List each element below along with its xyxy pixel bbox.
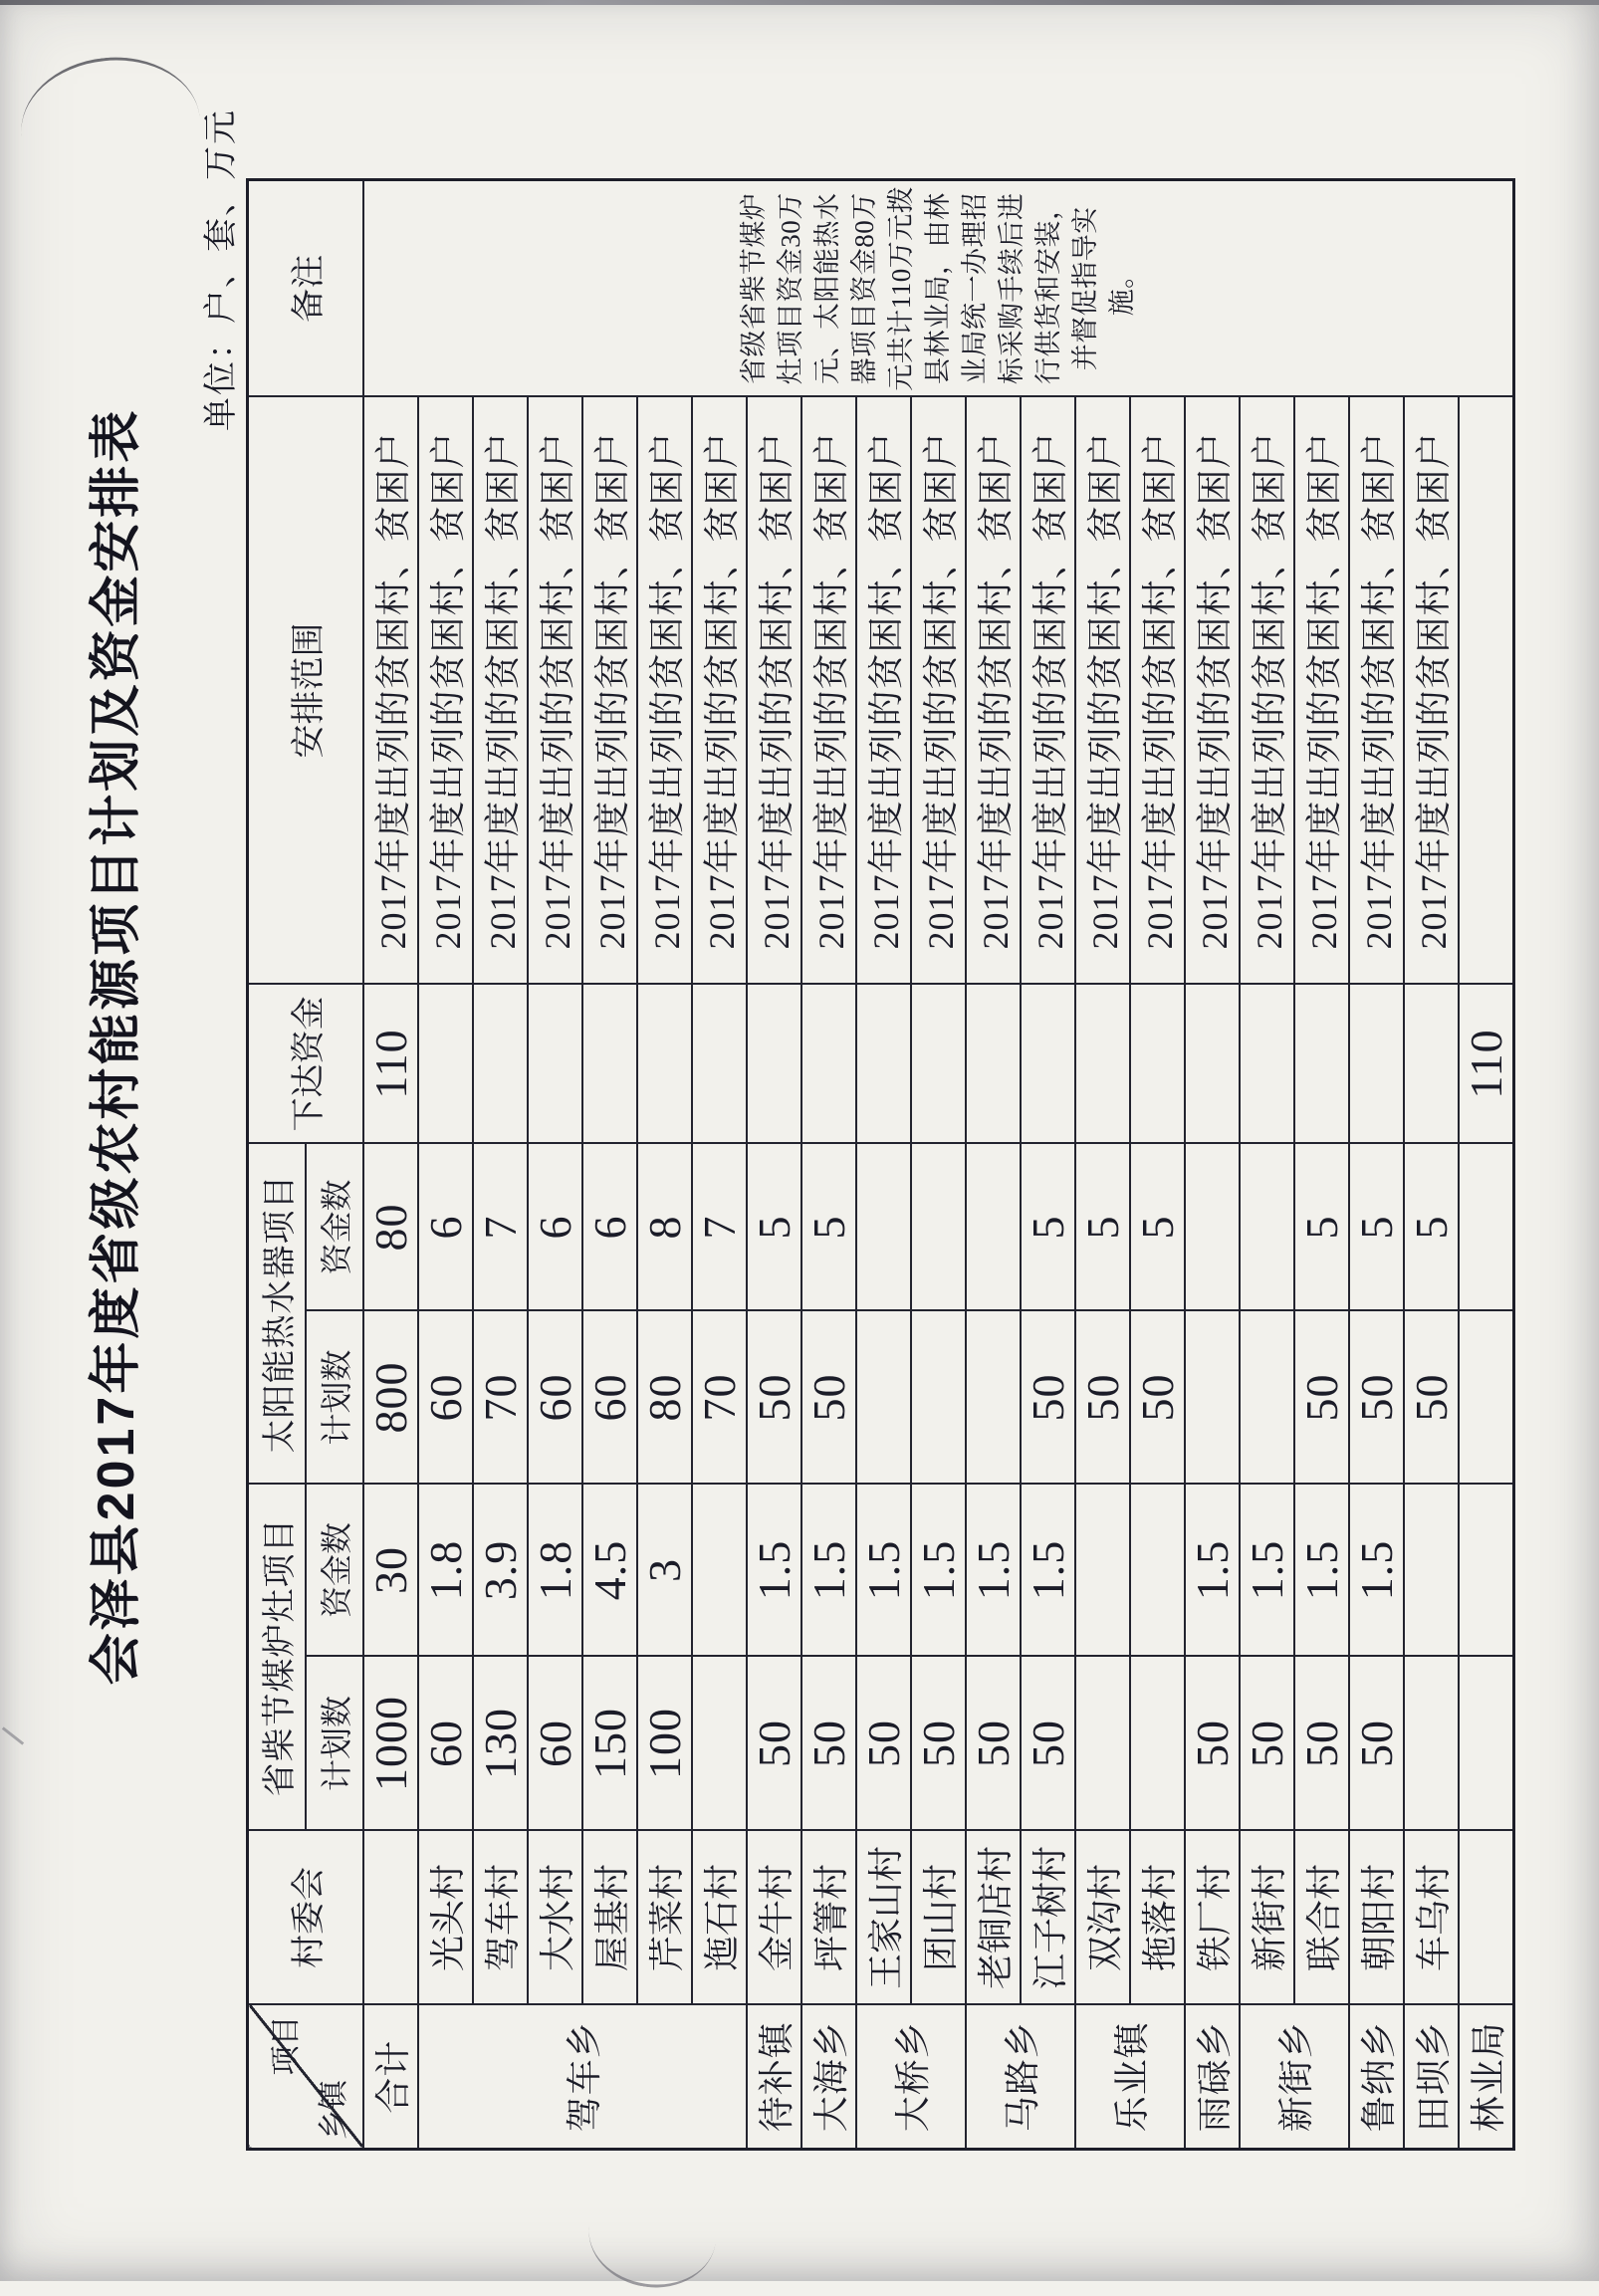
village-cell: 车乌村 [1404, 1831, 1459, 2005]
solar-fund-cell [966, 1144, 1021, 1311]
solar-plan-cell: 60 [528, 1311, 582, 1485]
solar-fund-cell [1240, 1144, 1294, 1311]
township-cell: 合计 [363, 2005, 418, 2150]
table-row [1075, 180, 1130, 2150]
scope-cell: 2017年度出列的贫困村、贫困户 [1075, 397, 1130, 985]
scope-cell: 2017年度出列的贫困村、贫困户 [1404, 397, 1459, 985]
stove-plan-cell: 50 [1021, 1657, 1075, 1831]
stove-fund-cell [1075, 1485, 1130, 1657]
allocated-funds-cell [1021, 985, 1075, 1144]
solar-plan-cell: 50 [1130, 1311, 1185, 1485]
scope-cell: 2017年度出列的贫困村、贫困户 [418, 397, 473, 985]
solar-fund-cell [1459, 1144, 1514, 1311]
allocated-funds-cell [1294, 985, 1349, 1144]
township-cell: 待补镇 [747, 2005, 801, 2150]
header-solar-fund: 资金数 [306, 1144, 363, 1311]
solar-plan-cell: 50 [747, 1311, 801, 1485]
village-cell [1459, 1831, 1514, 2005]
header-solar-group: 太阳能热水器项目 [248, 1144, 306, 1485]
stove-plan-cell: 50 [856, 1657, 911, 1831]
table-row [692, 180, 747, 2150]
stove-plan-cell: 50 [747, 1657, 801, 1831]
table-row [637, 180, 692, 2150]
solar-plan-cell: 70 [692, 1311, 747, 1485]
stove-fund-cell: 1.5 [1294, 1485, 1349, 1657]
stove-plan-cell: 50 [801, 1657, 856, 1831]
township-cell: 鲁纳乡 [1349, 2005, 1404, 2150]
township-cell: 田坝乡 [1404, 2005, 1459, 2150]
township-cell: 驾车乡 [418, 2005, 747, 2150]
solar-fund-cell: 6 [582, 1144, 637, 1311]
solar-plan-cell: 50 [1404, 1311, 1459, 1485]
solar-plan-cell: 70 [473, 1311, 528, 1485]
stove-fund-cell: 3.9 [473, 1485, 528, 1657]
allocation-table [246, 178, 1515, 2151]
header-remark: 备注 [248, 180, 363, 397]
table-row [966, 180, 1021, 2150]
allocated-funds-cell [1404, 985, 1459, 1144]
table-row [911, 180, 966, 2150]
table-row [856, 180, 911, 2150]
village-cell: 双沟村 [1075, 1831, 1130, 2005]
village-cell: 屋基村 [582, 1831, 637, 2005]
village-cell: 老铜店村 [966, 1831, 1021, 2005]
village-cell: 团山村 [911, 1831, 966, 2005]
township-cell: 大海乡 [801, 2005, 856, 2150]
table-row [528, 180, 582, 2150]
scope-cell: 2017年度出列的贫困村、贫困户 [856, 397, 911, 985]
header-stove-group: 省柴节煤炉灶项目 [248, 1485, 306, 1831]
stove-fund-cell: 1.5 [856, 1485, 911, 1657]
village-cell: 铁厂村 [1185, 1831, 1240, 2005]
stove-plan-cell: 50 [966, 1657, 1021, 1831]
village-cell: 大水村 [528, 1831, 582, 2005]
solar-fund-cell: 5 [1021, 1144, 1075, 1311]
table-row [418, 180, 473, 2150]
township-cell: 大桥乡 [856, 2005, 966, 2150]
solar-fund-cell: 8 [637, 1144, 692, 1311]
allocated-funds-cell: 110 [1459, 985, 1514, 1144]
stove-plan-cell: 50 [911, 1657, 966, 1831]
stove-fund-cell: 1.5 [1021, 1485, 1075, 1657]
allocated-funds-cell [637, 985, 692, 1144]
table-row [1404, 180, 1459, 2150]
stove-fund-cell [1459, 1485, 1514, 1657]
table-row [1130, 180, 1185, 2150]
header-stove-plan: 计划数 [306, 1657, 363, 1831]
table-row [747, 180, 801, 2150]
scope-cell [1459, 397, 1514, 985]
village-cell: 联合村 [1294, 1831, 1349, 2005]
solar-plan-cell [1185, 1311, 1240, 1485]
solar-plan-cell: 50 [1294, 1311, 1349, 1485]
table-row [1240, 180, 1294, 2150]
stove-plan-cell [692, 1657, 747, 1831]
stove-fund-cell: 1.8 [528, 1485, 582, 1657]
stove-plan-cell: 50 [1349, 1657, 1404, 1831]
allocated-funds-cell [747, 985, 801, 1144]
stove-fund-cell: 1.8 [418, 1485, 473, 1657]
table-row [582, 180, 637, 2150]
table-row [473, 180, 528, 2150]
village-cell: 坪箐村 [801, 1831, 856, 2005]
stove-plan-cell: 1000 [363, 1657, 418, 1831]
header-stove-fund: 资金数 [306, 1485, 363, 1657]
village-cell: 朝阳村 [1349, 1831, 1404, 2005]
solar-plan-cell: 50 [1021, 1311, 1075, 1485]
scope-cell: 2017年度出列的贫困村、贫困户 [473, 397, 528, 985]
scope-cell: 2017年度出列的贫困村、贫困户 [1240, 397, 1294, 985]
scanner-edge-artifact [0, 0, 1599, 5]
stove-plan-cell [1459, 1657, 1514, 1831]
solar-fund-cell: 6 [418, 1144, 473, 1311]
stove-fund-cell: 3 [637, 1485, 692, 1657]
stove-plan-cell: 60 [528, 1657, 582, 1831]
allocated-funds-cell [1349, 985, 1404, 1144]
solar-fund-cell [1185, 1144, 1240, 1311]
solar-plan-cell [966, 1311, 1021, 1485]
table-row [801, 180, 856, 2150]
allocated-funds-cell [856, 985, 911, 1144]
stove-fund-cell: 1.5 [1349, 1485, 1404, 1657]
stove-plan-cell [1075, 1657, 1130, 1831]
solar-fund-cell: 7 [473, 1144, 528, 1311]
table-header [248, 180, 363, 2150]
scope-cell: 2017年度出列的贫困村、贫困户 [1294, 397, 1349, 985]
allocated-funds-cell [528, 985, 582, 1144]
allocated-funds-cell [966, 985, 1021, 1144]
stove-plan-cell: 50 [1185, 1657, 1240, 1831]
solar-plan-cell [911, 1311, 966, 1485]
allocated-funds-cell [1185, 985, 1240, 1144]
unit-note: 单位：户、套、万元 [203, 109, 240, 431]
village-cell: 驾车村 [473, 1831, 528, 2005]
stove-fund-cell: 30 [363, 1485, 418, 1657]
solar-fund-cell: 5 [1349, 1144, 1404, 1311]
header-project-township-cell [248, 2005, 363, 2150]
solar-plan-cell: 80 [637, 1311, 692, 1485]
village-cell: 新街村 [1240, 1831, 1294, 2005]
township-cell: 乐业镇 [1075, 2005, 1185, 2150]
header-row-1 [248, 180, 306, 2150]
scope-cell: 2017年度出列的贫困村、贫困户 [801, 397, 856, 985]
table-row [1459, 180, 1514, 2150]
solar-fund-cell: 5 [747, 1144, 801, 1311]
stove-fund-cell: 1.5 [966, 1485, 1021, 1657]
stove-plan-cell: 100 [637, 1657, 692, 1831]
stove-plan-cell: 50 [1240, 1657, 1294, 1831]
stove-plan-cell: 130 [473, 1657, 528, 1831]
village-cell: 迤石村 [692, 1831, 747, 2005]
solar-plan-cell: 50 [1075, 1311, 1130, 1485]
allocated-funds-cell [1130, 985, 1185, 1144]
solar-plan-cell: 800 [363, 1311, 418, 1485]
scope-cell: 2017年度出列的贫困村、贫困户 [1349, 397, 1404, 985]
scope-cell: 2017年度出列的贫困村、贫困户 [582, 397, 637, 985]
stove-fund-cell: 1.5 [911, 1485, 966, 1657]
table-row [1349, 180, 1404, 2150]
solar-fund-cell: 5 [1130, 1144, 1185, 1311]
document-title: 会泽县2017年度省级农村能源项目计划及资金安排表 [88, 407, 145, 1686]
stove-plan-cell: 150 [582, 1657, 637, 1831]
solar-fund-cell [911, 1144, 966, 1311]
township-cell: 新街乡 [1240, 2005, 1349, 2150]
stove-fund-cell [692, 1485, 747, 1657]
scope-cell: 2017年度出列的贫困村、贫困户 [966, 397, 1021, 985]
solar-fund-cell: 80 [363, 1144, 418, 1311]
scope-cell: 2017年度出列的贫困村、贫困户 [747, 397, 801, 985]
header-scope: 安排范围 [248, 397, 363, 985]
table-row [1021, 180, 1075, 2150]
scope-cell: 2017年度出列的贫困村、贫困户 [637, 397, 692, 985]
village-cell [363, 1831, 418, 2005]
stove-plan-cell [1404, 1657, 1459, 1831]
scope-cell: 2017年度出列的贫困村、贫困户 [692, 397, 747, 985]
township-cell: 马路乡 [966, 2005, 1075, 2150]
scope-cell: 2017年度出列的贫困村、贫困户 [1185, 397, 1240, 985]
stove-fund-cell: 1.5 [801, 1485, 856, 1657]
header-project-label: 项目 [270, 2015, 303, 2076]
allocated-funds-cell [692, 985, 747, 1144]
scope-cell: 2017年度出列的贫困村、贫困户 [528, 397, 582, 985]
header-township-label: 乡镇 [317, 2080, 350, 2140]
village-cell: 江子树村 [1021, 1831, 1075, 2005]
stove-fund-cell: 4.5 [582, 1485, 637, 1657]
scope-cell: 2017年度出列的贫困村、贫困户 [1021, 397, 1075, 985]
township-cell: 雨碌乡 [1185, 2005, 1240, 2150]
table-body [363, 180, 1514, 2150]
table-row [1294, 180, 1349, 2150]
scope-cell: 2017年度出列的贫困村、贫困户 [363, 397, 418, 985]
solar-fund-cell: 5 [1075, 1144, 1130, 1311]
stove-fund-cell: 1.5 [747, 1485, 801, 1657]
scope-cell: 2017年度出列的贫困村、贫困户 [911, 397, 966, 985]
solar-plan-cell [856, 1311, 911, 1485]
solar-plan-cell: 60 [418, 1311, 473, 1485]
solar-fund-cell: 7 [692, 1144, 747, 1311]
village-cell: 王家山村 [856, 1831, 911, 2005]
table-row [1185, 180, 1240, 2150]
solar-plan-cell [1459, 1311, 1514, 1485]
solar-plan-cell: 50 [1349, 1311, 1404, 1485]
allocated-funds-cell: 110 [363, 985, 418, 1144]
solar-plan-cell [1240, 1311, 1294, 1485]
table-row [363, 180, 418, 2150]
village-cell: 光头村 [418, 1831, 473, 2005]
stove-fund-cell: 1.5 [1185, 1485, 1240, 1657]
solar-fund-cell: 5 [1294, 1144, 1349, 1311]
solar-plan-cell: 60 [582, 1311, 637, 1485]
scope-cell: 2017年度出列的贫困村、贫困户 [1130, 397, 1185, 985]
village-cell: 拖落村 [1130, 1831, 1185, 2005]
allocated-funds-cell [418, 985, 473, 1144]
header-village-committee: 村委会 [248, 1831, 363, 2005]
stove-fund-cell: 1.5 [1240, 1485, 1294, 1657]
solar-fund-cell: 5 [801, 1144, 856, 1311]
header-allocated-funds: 下达资金 [248, 985, 363, 1144]
solar-fund-cell [856, 1144, 911, 1311]
allocated-funds-cell [801, 985, 856, 1144]
stove-plan-cell: 60 [418, 1657, 473, 1831]
stove-plan-cell: 50 [1294, 1657, 1349, 1831]
township-cell: 林业局 [1459, 2005, 1514, 2150]
solar-fund-cell: 5 [1404, 1144, 1459, 1311]
allocated-funds-cell [582, 985, 637, 1144]
stove-plan-cell [1130, 1657, 1185, 1831]
header-solar-plan: 计划数 [306, 1311, 363, 1485]
remark-cell: 省级省柴节煤炉灶项目资金30万元、太阳能热水器项目资金80万元共计110万元拨县林业局，由林业局统一办理招标采购手续后进行供货和安装，并督促指导实施。 [363, 180, 1514, 397]
village-cell: 芹菜村 [637, 1831, 692, 2005]
allocated-funds-cell [1075, 985, 1130, 1144]
solar-fund-cell: 6 [528, 1144, 582, 1311]
village-cell: 金牛村 [747, 1831, 801, 2005]
allocated-funds-cell [1240, 985, 1294, 1144]
allocated-funds-cell [473, 985, 528, 1144]
solar-plan-cell: 50 [801, 1311, 856, 1485]
stove-fund-cell [1130, 1485, 1185, 1657]
allocated-funds-cell [911, 985, 966, 1144]
stove-fund-cell [1404, 1485, 1459, 1657]
